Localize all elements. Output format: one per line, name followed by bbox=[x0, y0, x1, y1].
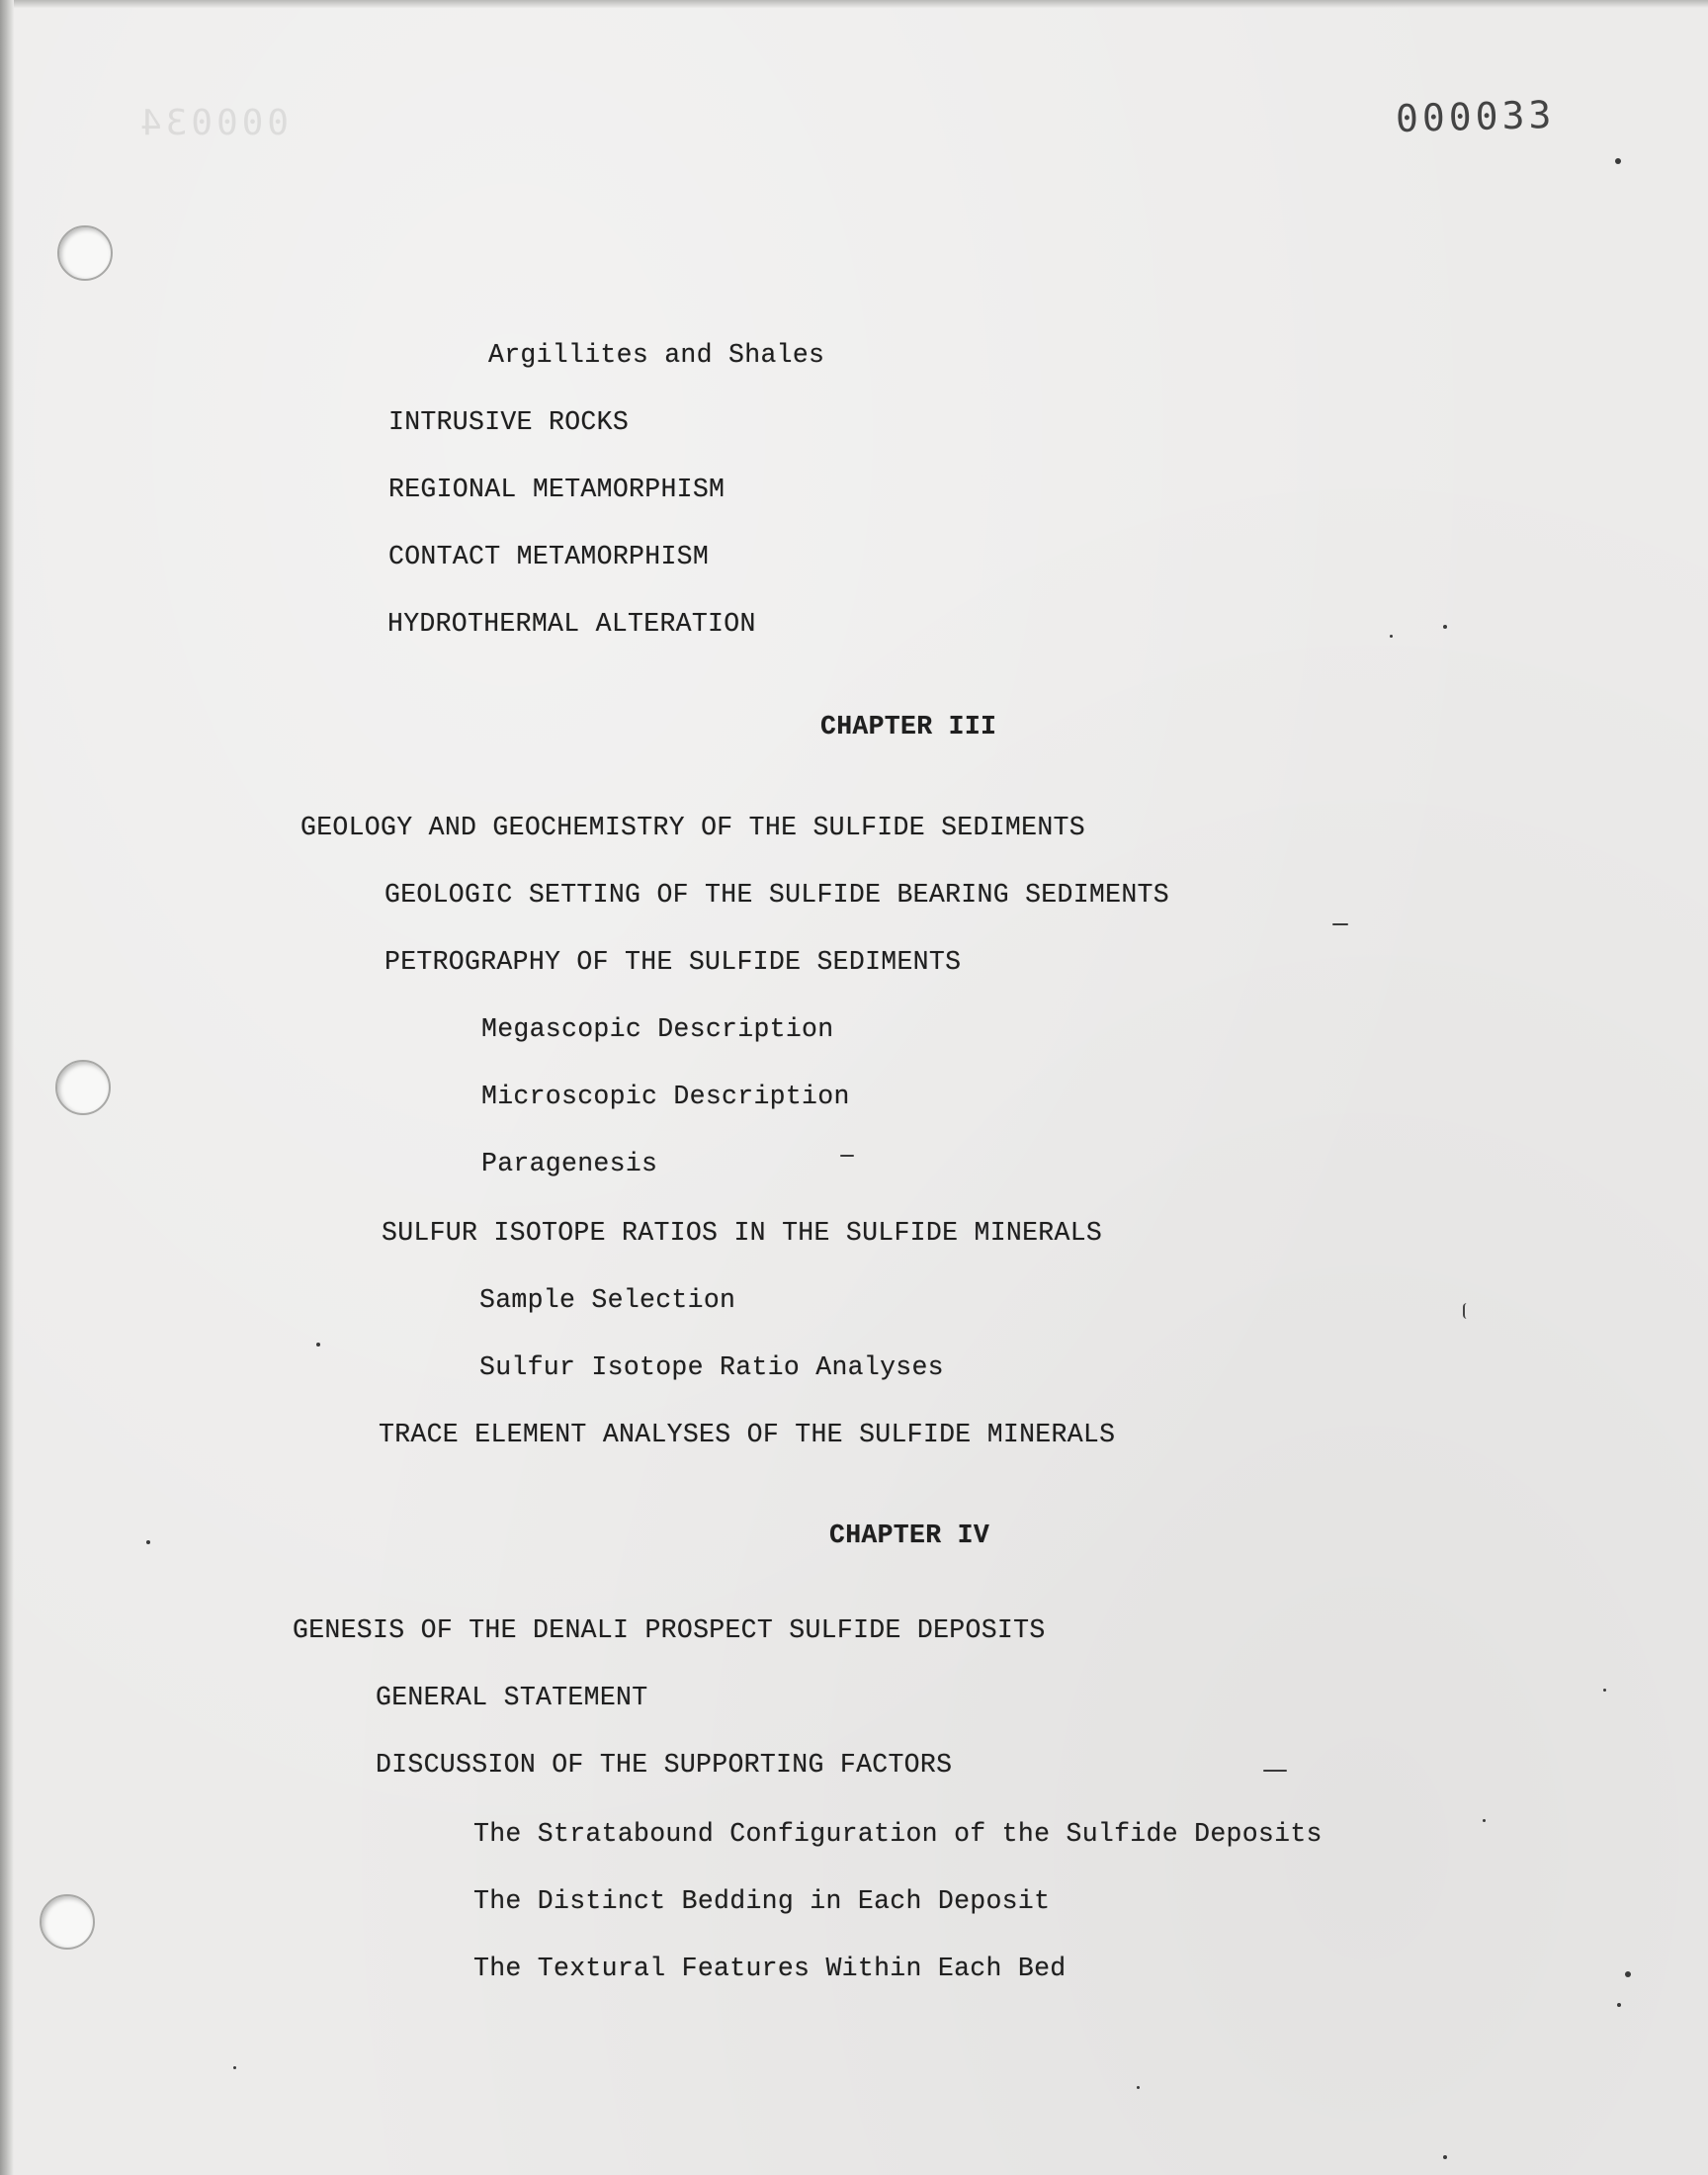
toc-section-petrography: PETROGRAPHY OF THE SULFIDE SEDIMENTS bbox=[384, 947, 962, 977]
speck bbox=[1625, 1971, 1631, 1977]
page-left-edge bbox=[0, 0, 14, 2175]
speck bbox=[1263, 1770, 1287, 1772]
toc-subsection-microscopic: Microscopic Description bbox=[481, 1082, 850, 1111]
toc-section-contact-metamorphism: CONTACT METAMORPHISM bbox=[388, 542, 710, 571]
punch-hole-middle bbox=[55, 1060, 111, 1115]
speck bbox=[316, 1343, 320, 1347]
chapter-heading-iv: CHAPTER IV bbox=[829, 1521, 990, 1550]
toc-section-supporting-factors: DISCUSSION OF THE SUPPORTING FACTORS bbox=[376, 1750, 953, 1780]
toc-section-sulfur-isotope: SULFUR ISOTOPE RATIOS IN THE SULFIDE MINERALS bbox=[382, 1218, 1103, 1248]
toc-section-hydrothermal-alteration: HYDROTHERMAL ALTERATION bbox=[387, 609, 756, 639]
bleed-through-number: 000034 bbox=[136, 103, 290, 143]
speck bbox=[1443, 2155, 1447, 2159]
speck bbox=[233, 2066, 236, 2069]
speck bbox=[1443, 625, 1447, 629]
toc-section-general-statement: GENERAL STATEMENT bbox=[376, 1683, 648, 1712]
toc-section-intrusive-rocks: INTRUSIVE ROCKS bbox=[388, 407, 630, 437]
speck bbox=[1332, 923, 1348, 925]
speck bbox=[1615, 158, 1621, 164]
toc-subsection-distinct-bedding: The Distinct Bedding in Each Deposit bbox=[473, 1886, 1051, 1916]
speck bbox=[1137, 2086, 1140, 2089]
speck bbox=[840, 1155, 854, 1157]
toc-subsection-paragenesis: Paragenesis bbox=[481, 1149, 658, 1178]
page-number: 000033 bbox=[1395, 92, 1556, 141]
chapter-heading-iii: CHAPTER III bbox=[820, 712, 997, 741]
toc-subsection-sample-selection: Sample Selection bbox=[479, 1285, 736, 1315]
toc-subsection-megascopic: Megascopic Description bbox=[481, 1014, 834, 1044]
punch-hole-top bbox=[57, 225, 113, 281]
toc-subsection-argillites: Argillites and Shales bbox=[488, 340, 825, 370]
speck bbox=[1390, 635, 1393, 638]
toc-subsection-stratabound: The Stratabound Configuration of the Sulfide Deposits bbox=[473, 1819, 1323, 1849]
toc-subsection-textural-features: The Textural Features Within Each Bed bbox=[473, 1954, 1067, 1983]
toc-section-regional-metamorphism: REGIONAL METAMORPHISM bbox=[388, 475, 726, 504]
toc-section-trace-element: TRACE ELEMENT ANALYSES OF THE SULFIDE MINERALS bbox=[379, 1420, 1116, 1449]
page-top-edge bbox=[0, 0, 1708, 8]
punch-hole-bottom bbox=[40, 1894, 95, 1950]
speck bbox=[1617, 2003, 1621, 2007]
toc-section-geologic-setting: GEOLOGIC SETTING OF THE SULFIDE BEARING SEDIMENTS bbox=[384, 880, 1169, 910]
speck bbox=[146, 1540, 150, 1544]
speck bbox=[1463, 1303, 1473, 1319]
speck bbox=[1483, 1819, 1486, 1822]
toc-chapter-title-genesis: GENESIS OF THE DENALI PROSPECT SULFIDE DEPOSITS bbox=[293, 1615, 1046, 1645]
toc-chapter-title-geology: GEOLOGY AND GEOCHEMISTRY OF THE SULFIDE SEDIMENTS bbox=[300, 813, 1085, 842]
toc-subsection-isotope-analyses: Sulfur Isotope Ratio Analyses bbox=[479, 1352, 944, 1382]
speck bbox=[1603, 1689, 1606, 1692]
